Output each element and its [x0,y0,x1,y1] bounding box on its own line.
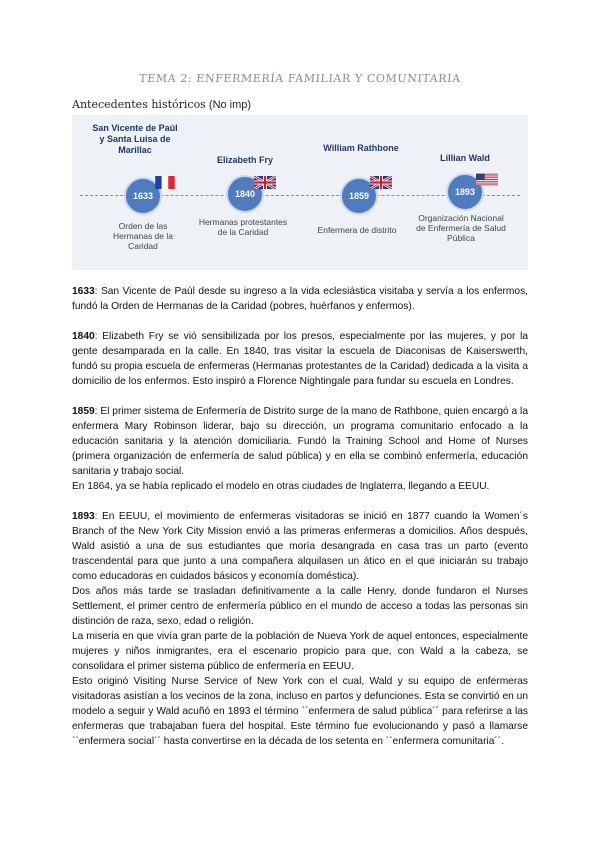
year-1893: 1893 [72,511,95,522]
paragraph-1633 [72,284,528,314]
page-title: TEMA 2: ENFERMERÍA FAMILIAR Y COMUNITARIA [138,72,462,85]
timeline-year-1: 1633 [124,177,162,215]
timeline-name-4: Lillian Wald [440,153,490,163]
year-1840: 1840 [72,331,95,342]
paragraph-1840 [72,329,528,389]
timeline-year-4: 1893 [446,173,484,211]
year-1859: 1859 [72,406,95,417]
timeline-desc-3: Enfermera de distrito [317,225,397,235]
uk-flag-icon [254,176,276,189]
timeline-name-2: Elizabeth Fry [216,155,273,165]
text-1859: : El primer sistema de Enfermería de Distrito surge de la mano de Rathbone, quien encargó a la enfermera Mary Robinson liderar, bajo su dirección, un programa comunitario enfocado a la educación sanitaria y la atención domiciliaria. Fundó la Training School and Home of Nurses (primera organización de enfermería de salud pública) y en ella se combinó enfermería, educación sanitaria y trabajo social. [72,406,528,477]
subtitle-note: (No imp) [208,99,252,111]
timeline-desc-1: Orden de las Hermanas de la Caridad [112,221,173,251]
paragraph-1893-b: Dos años más tarde se trasladan definitivamente a la calle Henry, donde fundaron el Nurses Settlement, el primer centro de enfermería público en el mundo de acceso a todas las personas sin distinción de raza, sexo, edad o religión. [72,586,528,627]
timeline-year-2: 1840 [226,175,264,213]
uk-flag-icon-2 [370,176,392,189]
section-subtitle [72,98,251,111]
france-flag-icon [154,176,176,189]
timeline-infographic [72,115,528,270]
text-1893: : En EEUU, el movimiento de enfermeras visitadoras se inició en 1877 cuando la Women´s Branch of the New York City Mission envió a las primeras enfermeras a domicilios. Años después, Wald asistió a una de sus estudiantes que moría desangrada en casa tras un parto (evento trascendental para que junto a una compañera alquilasen un ático en el que iniciarán su trabajo como educadoras en cuidados básicos y economía doméstica). [72,511,528,582]
paragraph-1859 [72,404,528,479]
paragraph-1893 [72,509,528,584]
text-1840: : Elizabeth Fry se vió sensibilizada por los presos, especialmente por las mujeres, y por la gente desamparada en la calle. En 1840, tras visitar la escuela de Diaconisas de Kaiserswerth, fundó su propia escuela de enfermeras (Hermanas protestantes de la Caridad) dedicada a la visita a domicilio de los enfermos. Esto inspiró a Florence Nightingale para fundar su escuela en Londres. [72,331,528,387]
timeline-desc-2: Hermanas protestantes de la Caridad [198,217,288,237]
timeline-name-3: William Rathbone [323,143,399,153]
paragraph-1859-b: En 1864, ya se había replicado el modelo en otras ciudades de Inglaterra, llegando a EEUU. [72,481,490,492]
paragraph-1893-c: La miseria en que vivía gran parte de la población de Nueva York de aquel entonces, especialmente mujeres y niños inmigrantes, era el escenario propicio para que, con Wald a la cabeza, se consolidara el primer sistema público de enfermería en EEUU. [72,631,528,672]
paragraph-1893-d: Esto originó Visiting Nurse Service of New York con el cual, Wald y su equipo de enfermeras visitadoras asistían a los vecinos de la zona, incluso en partos y defunciones. Esta se convirtió en un modelo a seguir y Wald acuñó en 1893 el término ``enfermera de salud pública´´ para referirse a las enfermeras que trabajaban fuera del hospital. Este término fue evolucionando y pasó a llamarse ``enfermera social´´ hasta convertirse en la década de los setenta en ``enfermera comunitaria´´. [72,676,528,747]
timeline-year-3: 1859 [340,177,378,215]
year-1633: 1633 [72,286,95,297]
subtitle-main: Antecedentes históricos [72,98,206,111]
usa-flag-icon [476,173,498,186]
text-1633: : San Vicente de Paúl desde su ingreso a la vida eclesiástica visitaba y servía a los enfermos, fundó la Orden de Hermanas de la Caridad (pobres, huérfanos y enfermos). [72,286,528,312]
timeline-name-1: San Vicente de Paúl y Santa Luisa de Marillac [92,123,178,155]
timeline-desc-4: Organización Nacional de Enfermería de Salud Pública [416,213,506,243]
body-text [72,284,528,749]
